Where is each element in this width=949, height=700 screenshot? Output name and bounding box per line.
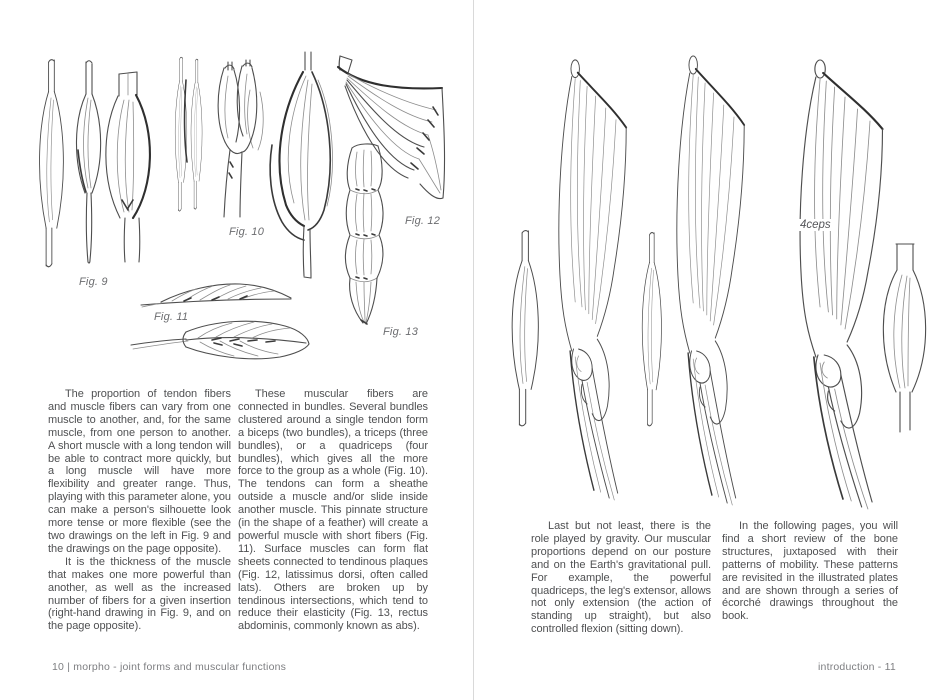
left-page-column-2 [238,388,428,633]
fig10-sketch [175,52,332,278]
quadriceps-annotation: 4ceps [797,219,834,231]
right-page-footer: introduction - 11 [818,661,896,673]
spindle-sketch-3 [883,244,925,432]
paragraph: These muscular fibers are connected in bundles. Several bundles clustered around a single tendon form a biceps (two bundles), a triceps (three bundles), or a quadriceps (four bundles), which gives all the more force to the group as a whole (Fig. 10). The tendons can form a sheathe outside a muscle and/or slide inside another muscle. This pinnate structure (in the shape of a feather) will create a powerful muscle with short fibers (Fig. 11). Surface muscles can form flat sheets connected to tendinous plaques (Fig. 12, latissimus dorsi, often called lats). Others are broken up by tendinous intersections, which tend to reduce their elasticity (Fig. 13, rectus abdominis, commonly known as abs). [238,388,428,633]
left-page-footer: 10 | morpho - joint forms and muscular functions [52,661,287,673]
fig13-label: Fig. 13 [383,326,419,338]
fig11-label: Fig. 11 [154,311,189,323]
fig12-label: Fig. 12 [405,215,441,227]
fig9-label: Fig. 9 [79,276,108,288]
spindle-sketch-2 [642,233,661,426]
paragraph: Last but not least, there is the role played by gravity. Our muscular proportions depend on our posture and on the Earth's gravitational pull. For example, the powerful quadriceps, the leg's extensor, allows not only extension (the action of standing up straight), but also controlled flexion (sitting down). [531,520,711,636]
spindle-sketch-1 [512,231,538,426]
fig10-label: Fig. 10 [229,226,265,238]
leg-sketch-2 [677,56,744,505]
right-page-column-2 [722,520,898,623]
paragraph: It is the thickness of the muscle that makes one more powerful than another, as well as the increased number of fibers for a given insertion (right-hand drawing in Fig. 9, and on the page opposite). [48,555,231,633]
paragraph: In the following pages, you will find a short review of the bone structures, juxtaposed with their patterns of mobility. These patterns are revisited in the illustrated plates and are shown through a series of écorché drawings throughout the book. [722,520,898,623]
leg-sketch-1 [559,60,626,500]
left-page-column-1 [48,388,231,633]
fig13-sketch [346,144,384,324]
right-page-column-1 [531,520,711,636]
fig9-sketch [40,60,150,267]
paragraph: The proportion of tendon fibers and muscle fibers can vary from one muscle to another, and, for the same muscle, from one person to another. A short muscle with a long tendon will be able to contract more quickly, but a long muscle will have more flexibility and greater range. Thus, playing with this parameter alone, you can make a person's silhouette look more tense or more flexible (see the two drawings on the left in Fig. 9 and the drawings on the page opposite). [48,388,231,555]
fig12-sketch [338,56,445,199]
leg-sketch-3 [800,60,882,509]
